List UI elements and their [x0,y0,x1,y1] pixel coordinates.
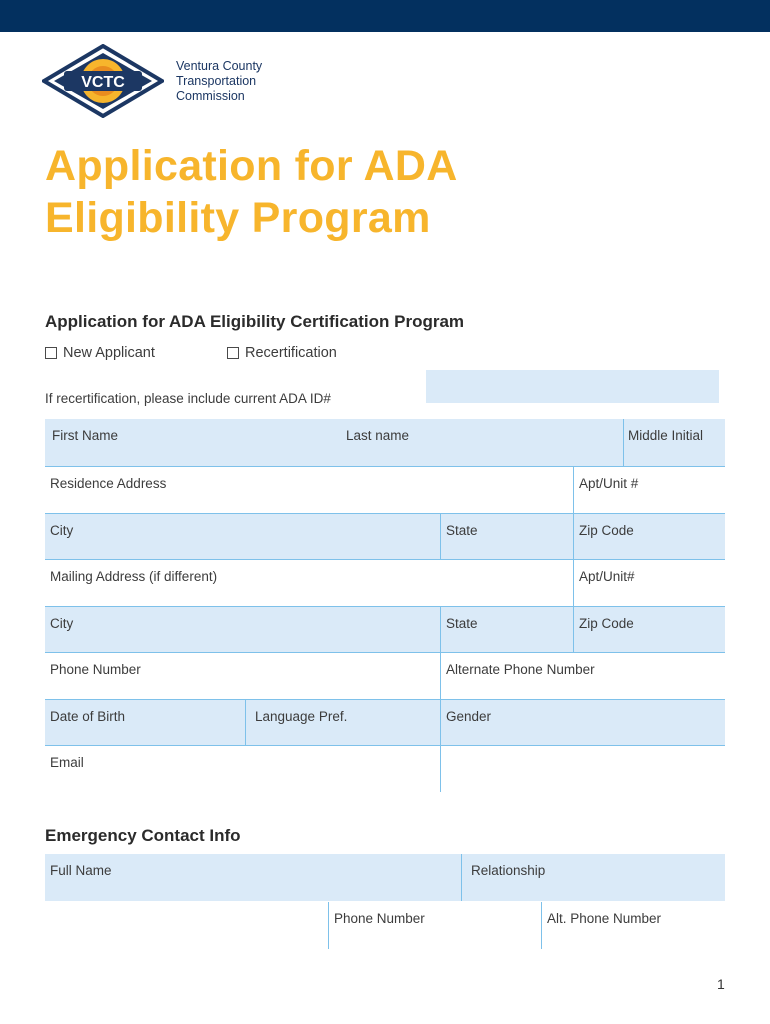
emergency-phone-field[interactable] [328,902,542,949]
language-pref-field[interactable] [245,700,441,745]
first-name-label: First Name [52,428,119,443]
emergency-full-name-field[interactable] [45,854,461,901]
middle-initial-field[interactable] [623,419,726,466]
email-row [45,746,725,792]
city-field[interactable] [45,514,440,559]
first-name-field[interactable] [45,419,341,466]
middle-initial-label: Middle Initial [628,428,704,443]
emergency-alt-phone-field[interactable] [541,902,726,949]
mailing-apt-unit-field[interactable] [573,560,726,606]
date-of-birth-label: Date of Birth [50,709,126,724]
recertification-label: Recertification [245,345,337,361]
name-row [45,419,725,467]
emergency-blank-area [45,902,328,949]
new-applicant-option[interactable] [45,345,155,361]
state-label: State [446,523,478,538]
emergency-full-name-label: Full Name [50,863,112,878]
organization-name [176,59,262,104]
new-applicant-label: New Applicant [63,345,155,361]
city-row [45,514,725,560]
ada-id-input[interactable] [426,370,719,403]
residence-row [45,467,725,514]
org-line: Transportation [176,74,257,88]
phone-row [45,653,725,700]
emergency-phone-row [45,902,725,949]
city-label: City [50,523,74,538]
mailing-state-label: State [446,616,478,631]
last-name-label: Last name [346,428,410,443]
gender-label: Gender [446,709,492,724]
new-applicant-checkbox[interactable] [45,347,57,359]
date-of-birth-field[interactable] [45,700,245,745]
mailing-state-field[interactable] [440,607,574,652]
language-pref-label: Language Pref. [255,709,348,724]
page-title [45,140,458,244]
mailing-zip-code-label: Zip Code [579,616,634,631]
apt-unit-field[interactable] [573,467,726,513]
title-line: Eligibility Program [45,194,431,242]
section-heading-emergency: Emergency Contact Info [45,826,241,845]
zip-code-label: Zip Code [579,523,634,538]
mailing-row [45,560,725,607]
residence-address-field[interactable] [45,467,573,513]
personal-info-row [45,700,725,746]
email-field[interactable] [45,746,440,792]
vctc-logo [42,44,164,118]
mailing-zip-code-field[interactable] [573,607,726,652]
last-name-field[interactable] [341,419,623,466]
email-label: Email [50,755,84,770]
residence-address-label: Residence Address [50,476,167,491]
mailing-city-row [45,607,725,653]
mailing-address-label: Mailing Address (if different) [50,569,218,584]
section-heading-application: Application for ADA Eligibility Certification Program [45,312,465,331]
phone-number-field[interactable] [45,653,440,699]
page-number: 1 [717,976,725,992]
recert-id-label: If recertification, please include current ADA ID# [45,391,331,406]
phone-number-label: Phone Number [50,662,141,677]
org-line: Commission [176,89,245,103]
alternate-phone-label: Alternate Phone Number [446,662,595,677]
recertification-checkbox[interactable] [227,347,239,359]
gender-field[interactable] [440,700,726,745]
mailing-city-label: City [50,616,74,631]
title-line: Application for ADA [45,142,458,190]
top-bar [0,0,770,32]
apt-unit-label: Apt/Unit # [579,476,639,491]
alternate-phone-field[interactable] [440,653,726,699]
mailing-address-field[interactable] [45,560,573,606]
mailing-apt-unit-label: Apt/Unit# [579,569,635,584]
recertification-option[interactable] [227,345,337,361]
emergency-relationship-field[interactable] [461,854,726,901]
zip-code-field[interactable] [573,514,726,559]
org-line: Ventura County [176,59,263,73]
emergency-alt-phone-label: Alt. Phone Number [547,911,662,926]
state-field[interactable] [440,514,574,559]
email-extra-field[interactable] [440,746,726,792]
mailing-city-field[interactable] [45,607,440,652]
emergency-phone-label: Phone Number [334,911,425,926]
emergency-relationship-label: Relationship [471,863,546,878]
emergency-name-row [45,854,725,901]
logo-text: VCTC [81,74,125,91]
